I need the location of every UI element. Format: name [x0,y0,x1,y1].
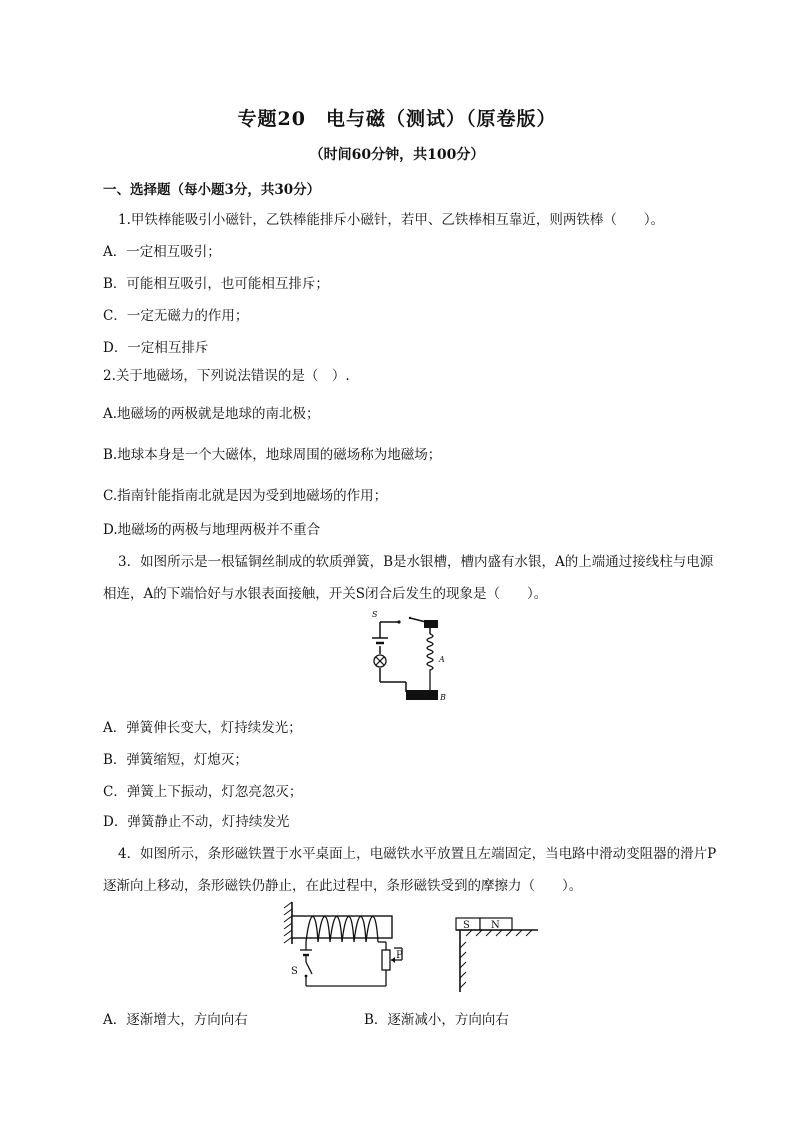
page-subtitle: （时间60分钟，共100分） [309,147,485,163]
question-4-stem-line1: 4．如图所示，条形磁铁置于水平桌面上，电磁铁水平放置且左端固定，当电路中滑动变阻器的滑片P [118,846,717,862]
q1-option-c: C．一定无磁力的作用； [103,308,249,324]
q1-option-b: B．可能相互吸引，也可能相互排斥； [103,276,329,292]
q3-label-s: S [372,610,378,619]
section-heading: 一、选择题（每小题3分，共30分） [103,182,321,198]
q4-magnet-n-label: N [491,920,500,931]
q1-option-a: A．一定相互吸引； [103,244,221,260]
q3-option-d: D．弹簧静止不动，灯持续发光 [103,814,290,830]
q3-option-a: A．弹簧伸长变大，灯持续发光； [103,720,302,736]
q4-magnet-s-label: S [463,920,470,931]
question-2-stem: 2.关于地磁场，下列说法错误的是（ ）. [103,368,350,384]
q2-option-a: A.地磁场的两极就是地球的南北极； [103,406,320,422]
q3-label-a: A [439,655,445,664]
q3-circuit-figure [366,608,456,708]
q2-option-b: B.地球本身是一个大磁体，地球周围的磁场称为地磁场； [103,447,442,463]
q3-option-b: B．弹簧缩短，灯熄灭； [103,752,248,768]
q2-option-c: C.指南针能指南北就是因为受到地磁场的作用； [103,488,388,504]
q3-label-b: B [440,693,446,702]
q4-electromagnet-figure [276,898,540,998]
page-title: 专题20 电与磁（测试）（原卷版） [237,108,557,130]
q4-label-switch: S [291,966,298,977]
q4-label-p: P [396,950,403,961]
q2-option-d: D.地磁场的两极与地理两极并不重合 [103,522,321,538]
question-3-stem-line1: 3．如图所示是一根锰铜丝制成的软质弹簧，B是水银槽，槽内盛有水银，A的上端通过接线柱与电源 [118,554,714,570]
question-4-stem-line2: 逐渐向上移动，条形磁铁仍静止，在此过程中，条形磁铁受到的摩擦力（ ）。 [103,878,583,894]
q3-option-c: C．弹簧上下振动，灯忽亮忽灭； [103,784,303,800]
question-1-stem: 1.甲铁棒能吸引小磁针，乙铁棒能排斥小磁针，若甲、乙铁棒相互靠近，则两铁棒（ ）。 [118,212,665,228]
question-3-stem-line2: 相连，A的下端恰好与水银表面接触，开关S闭合后发生的现象是（ ）。 [103,586,548,602]
q1-option-d: D．一定相互排斥 [103,340,209,356]
q4-option-a: A．逐渐增大，方向向右 [103,1012,248,1028]
q4-option-b: B．逐渐减小，方向向右 [364,1012,509,1028]
